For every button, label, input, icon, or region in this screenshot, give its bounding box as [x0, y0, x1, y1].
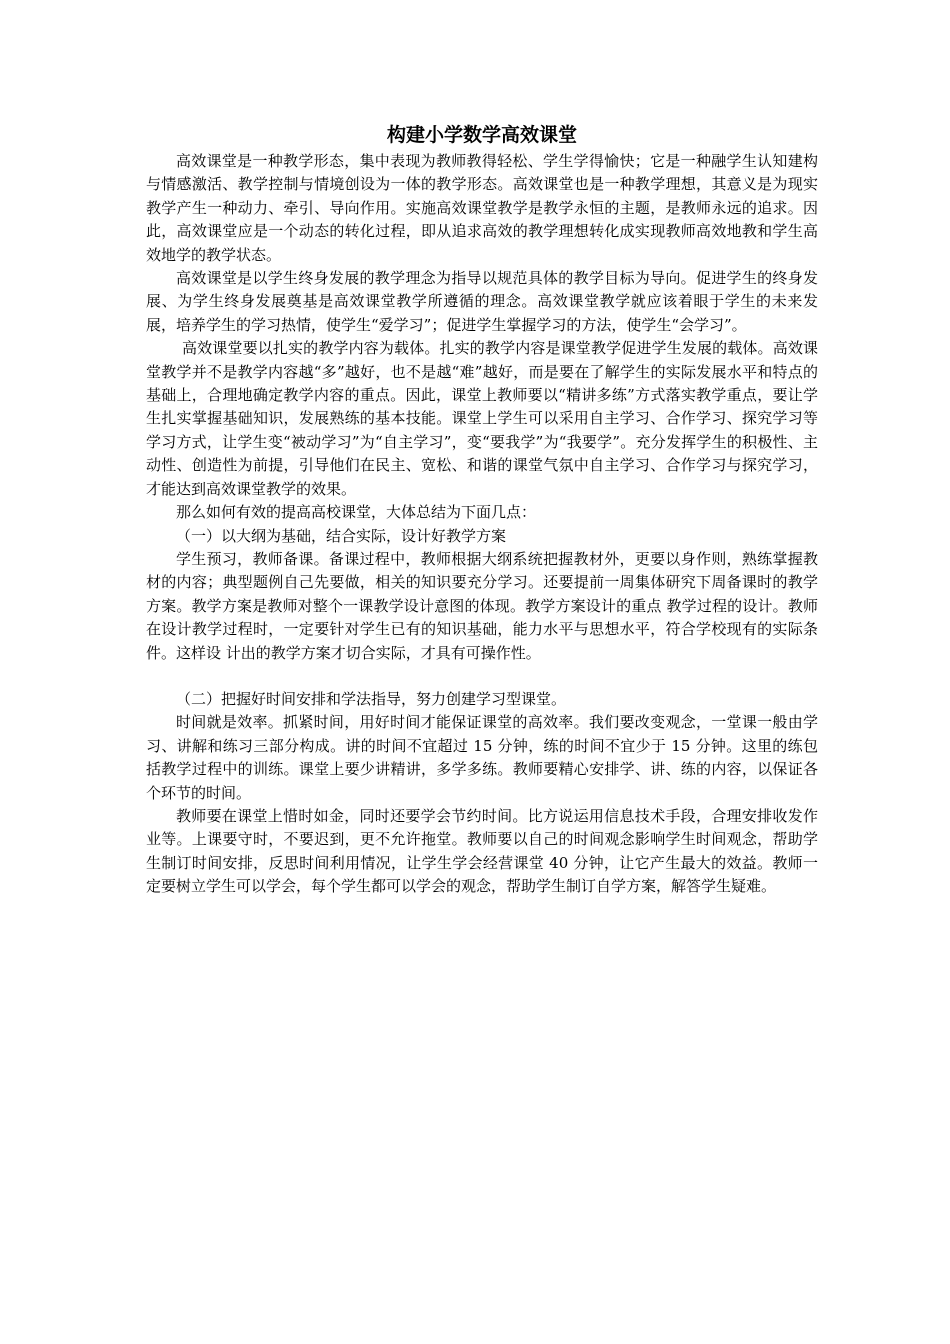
paragraph-summary-lead: 那么如何有效的提高高校课堂，大体总结为下面几点：: [176, 503, 537, 522]
paragraph-lifelong-development: 高效课堂是以学生终身发展的教学理念为指导以规范具体的教学目标为导向。促进学生的终身发展、为学生终身发展奠基是高效课堂教学所遵循的理念。高效课堂教学就应该着眼于学生的未来发展，培养学生的学习热情，使学生“爱学习”；促进学生掌握学习的方法，使学生“会学习”。: [146, 269, 818, 334]
section-heading-2: （二）把握好时间安排和学法指导，努力创建学习型课堂。: [176, 689, 567, 708]
paragraph-lesson-planning: 学生预习，教师备课。备课过程中，教师根据大纲系统把握教材外，更要以身作则，熟练掌握教材的内容；典型题例自己先要做，相关的知识要充分学习。还要提前一周集体研究下周备课时的教学方案。教学方案是教师对整个一课教学设计意图的体现。教学方案设计的重点 教学过程的设计。教师在设计教学过程时，一定要针对学生已有的知识基础，能力水平与思想水平，符合学校现有的实际条件。这样设 计出的教学方案才切合实际，才具有可操作性。: [146, 549, 818, 662]
document-page: [146, 122, 818, 899]
document-title: 构建小学数学高效课堂: [386, 124, 577, 146]
paragraph-time-management: 教师要在课堂上惜时如金，同时还要学会节约时间。比方说运用信息技术手段，合理安排收发作业等。上课要守时，不要迟到，更不允许拖堂。教师要以自己的时间观念影响学生时间观念，帮助学生制订时间安排，反思时间利用情况，让学生学会经营课堂 40 分钟，让它产生最大的效益。教师一定要树立学生可以学会，每个学生都可以学会的观念，帮助学生制订自学方案，解答学生疑难。: [146, 806, 818, 896]
paragraph-time-efficiency: 时间就是效率。抓紧时间，用好时间才能保证课堂的高效率。我们要改变观念，一堂课一般由学习、讲解和练习三部分构成。讲的时间不宜超过 15 分钟，练的时间不宜少于 15 分钟。这里的练包括教学过程中的训练。课堂上要少讲精讲，多学多练。教师要精心安排学、讲、练的内容，以保证各个环节的时间。: [146, 713, 818, 802]
paragraph-intro: 高效课堂是一种教学形态，集中表现为教师教得轻松、学生学得愉快；它是一种融学生认知建构与情感激活、教学控制与情境创设为一体的教学形态。高效课堂也是一种教学理想，其意义是为现实教学产生一种动力、牵引、导向作用。实施高效课堂教学是教学永恒的主题，是教师永远的追求。因此，高效课堂应是一个动态的转化过程，即从追求高效的教学理想转化成实现教师高效地教和学生高效地学的教学状态。: [146, 152, 818, 264]
section-heading-1: （一）以大纲为基础，结合实际，设计好教学方案: [176, 526, 507, 545]
paragraph-teaching-content: 高效课堂要以扎实的教学内容为载体。扎实的教学内容是课堂教学促进学生发展的载体。高效课堂教学并不是教学内容越“多”越好，也不是越“难”越好，而是要在了解学生的实际发展水平和特点的基础上，合理地确定教学内容的重点。因此，课堂上教师要以“精讲多练”方式落实教学重点，要让学生扎实掌握基础知识，发展熟练的基本技能。课堂上学生可以采用自主学习、合作学习、探究学习等学习方式，让学生变“被动学习”为“自主学习”，变“要我学”为“我要学”。充分发挥学生的积极性、主动性、创造性为前提，引导他们在民主、宽松、和谐的课堂气氛中自主学习、合作学习与探究学习，才能达到高效课堂教学的效果。: [146, 339, 818, 498]
blank-line: [146, 665, 818, 688]
